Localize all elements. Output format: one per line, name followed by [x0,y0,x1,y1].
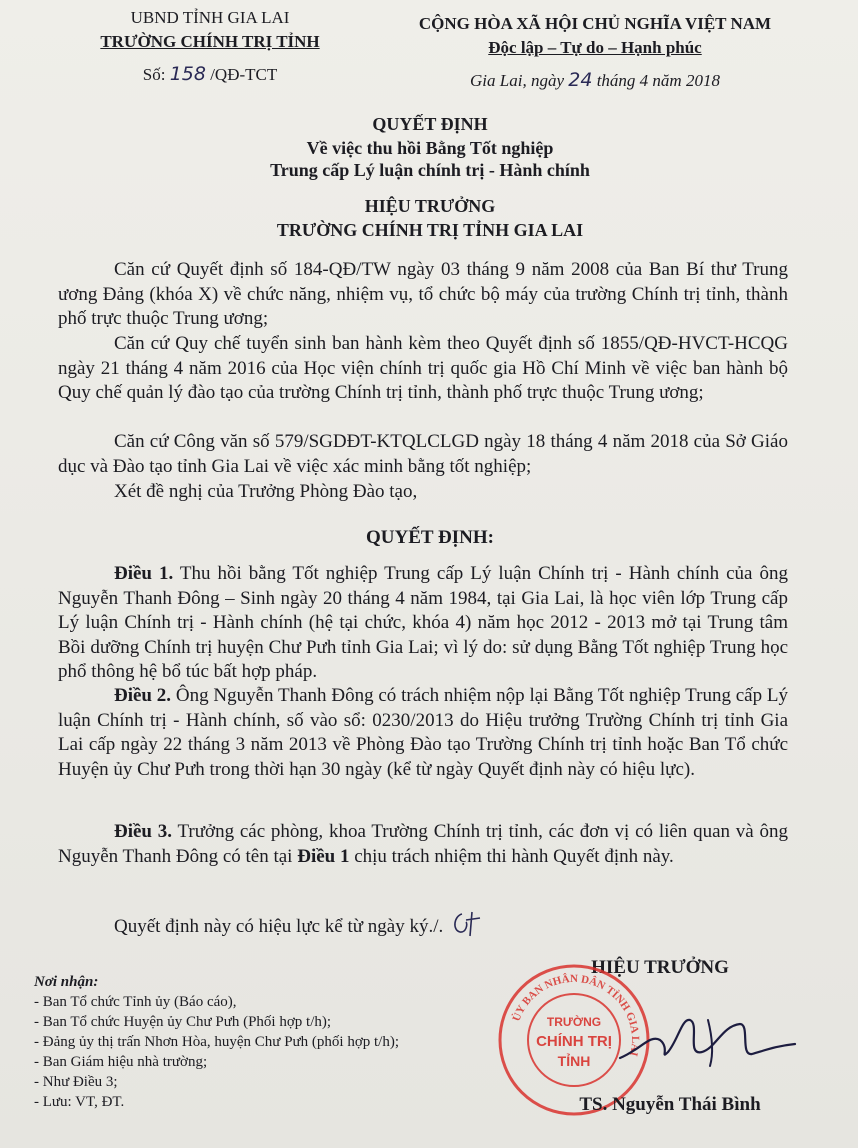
handwritten-initials-icon [448,908,488,938]
preamble-paragraph-3: Căn cứ Công văn số 579/SGDĐT-KTQLCLGD ngày 18 tháng 4 năm 2018 của Sở Giáo dục và Đào tạo tỉnh Gia Lai về việc xác minh bằng tốt nghiệp; [58,431,788,477]
article-2-text: Ông Nguyễn Thanh Đông có trách nhiệm nộp lại Bằng Tốt nghiệp Trung cấp Lý luận Chính trị - Hành chính, số vào sổ: 0230/2013 do Hiệu trưởng Trường Chính trị tỉnh Gia Lai cấp ngày 22 tháng 3 năm 2013 về Phòng Đào tạo Trường Chính trị tỉnh hoặc Ban Tổ chức Huyện ủy Chư Pưh trong thời hạn 30 ngày (kể từ ngày Quyết định này có hiệu lực). [58,685,789,780]
document-subject-line1: Về việc thu hồi Bằng Tốt nghiệp [306,138,554,158]
svg-text:CHÍNH TRỊ: CHÍNH TRỊ [536,1033,612,1050]
decision-heading: QUYẾT ĐỊNH: [366,527,494,548]
recipient-item: - Ban Giám hiệu nhà trường; [34,1054,208,1070]
issuer-org: TRƯỜNG CHÍNH TRỊ TỈNH [100,32,320,51]
article-3-reference: Điều 1 [297,845,350,867]
article-1-text: Thu hồi bằng Tốt nghiệp Trung cấp Lý luận Chính trị - Hành chính của ông Nguyễn Thanh Đông – Sinh ngày 20 tháng 4 năm 1984, tại Gia Lai, là học viên lớp Trung cấp Lý luận Chính trị - Hành chính (hệ tại chức, khóa 4) năm học 2012 - 2013 mở tại Trung tâm Bồi dưỡng Chính trị huyện Chư Pưh tỉnh Gia Lai; vì lý do: sử dụng Bằng Tốt nghiệp Trung học phổ thông hệ bổ túc bất hợp pháp. [58,563,788,682]
document-subject-line2: Trung cấp Lý luận chính trị - Hành chính [270,160,590,180]
svg-text:ỦY BAN NHÂN DÂN TỈNH GIA LAI: ỦY BAN NHÂN DÂN TỈNH GIA LAI [510,972,642,1058]
article-2 [58,684,788,782]
document-date: Gia Lai, ngày 24 tháng 4 năm 2018 [470,69,720,91]
national-title: CỘNG HÒA XÃ HỘI CHỦ NGHĨA VIỆT NAM [418,14,772,33]
authority-org: TRƯỜNG CHÍNH TRỊ TỈNH GIA LAI [276,220,584,240]
article-3-label: Điều 3. [114,821,173,842]
recipients-list [34,972,494,1112]
recipient-item: - Ban Tổ chức Huyện ủy Chư Pưh (Phối hợp t/h); [34,1014,332,1030]
national-header [360,12,830,93]
recipients-heading: Nơi nhận: [34,974,99,990]
recipient-item: - Lưu: VT, ĐT. [34,1094,125,1110]
handwritten-signature-icon [590,1000,800,1090]
recipient-item: - Ban Tổ chức Tỉnh ủy (Báo cáo), [34,994,237,1010]
issuer-parent-org: UBND TỈNH GIA LAI [130,8,290,27]
national-motto: Độc lập – Tự do – Hạnh phúc [488,38,702,57]
article-1 [58,562,788,685]
authority-title: HIỆU TRƯỞNG [364,196,496,216]
svg-text:TRƯỜNG: TRƯỜNG [546,1015,602,1029]
issuer-header [60,6,360,87]
document-type-title: QUYẾT ĐỊNH [372,114,488,134]
effect-clause: Quyết định này có hiệu lực kể từ ngày ký./. [58,908,788,940]
signer-title: HIỆU TRƯỞNG [591,957,729,978]
preamble-paragraph-1: Căn cứ Quyết định số 184-QĐ/TW ngày 03 tháng 9 năm 2008 của Ban Bí thư Trung ương Đảng (khóa X) về chức năng, nhiệm vụ, tổ chức bộ máy của trường Chính trị tỉnh, thành phố trực thuộc Trung ương; [58,259,788,329]
recipient-item: - Đảng ủy thị trấn Nhơn Hòa, huyện Chư Pưh (phối hợp t/h); [34,1034,400,1050]
document-number-handwritten: 158 [169,63,206,85]
article-1-label: Điều 1. [114,563,174,584]
signer-name: TS. Nguyễn Thái Bình [579,1094,761,1115]
article-2-label: Điều 2. [114,685,172,706]
preamble-paragraph-4: Xét đề nghị của Trưởng Phòng Đào tạo, [114,481,418,502]
preamble-paragraph-2: Căn cứ Quy chế tuyển sinh ban hành kèm theo Quyết định số 1855/QĐ-HVCT-HCQG ngày 21 tháng 4 năm 2016 của Học viện chính trị quốc gia Hồ Chí Minh về việc ban hành bộ Quy chế quản lý đào tạo của trường Chính trị tỉnh, thành phố trực thuộc Trung ương; [58,333,788,403]
article-3: Điều 3. Trưởng các phòng, khoa Trường Chính trị tỉnh, các đơn vị có liên quan và ông Nguyễn Thanh Đông có tên tại Điều 1 chịu trách nhiệm thi hành Quyết định này. [58,821,788,867]
recipient-item: - Như Điều 3; [34,1074,118,1090]
document-number: Số: 158 /QĐ-TCT [142,63,278,85]
document-date-day: 24 [568,69,593,91]
svg-text:TỈNH: TỈNH [557,1053,591,1069]
